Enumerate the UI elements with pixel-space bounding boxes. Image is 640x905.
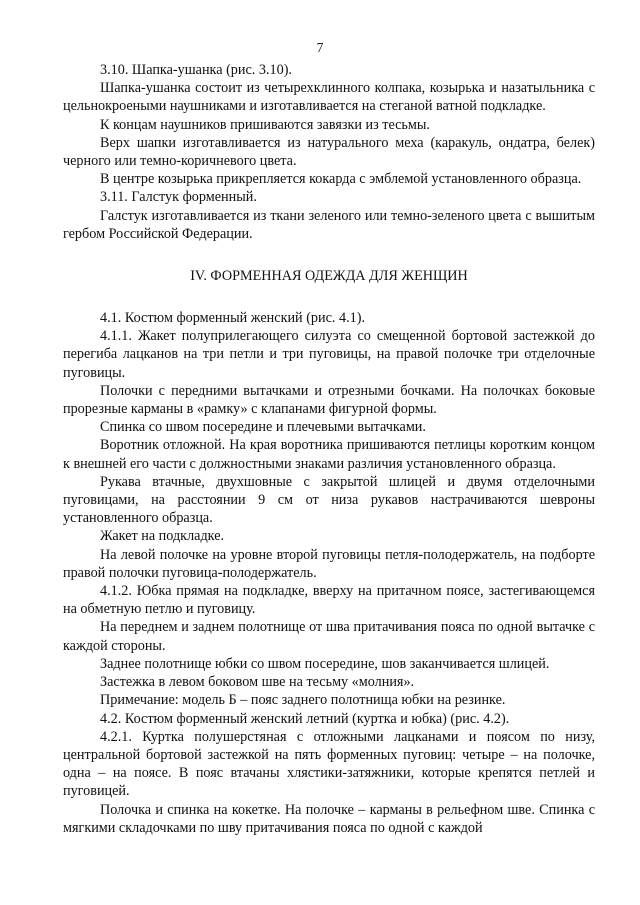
paragraph: Воротник отложной. На края воротника пришиваются петлицы коротким концом к внешней его части с должностными знаками различия установленного образца.	[63, 437, 595, 472]
paragraph: 4.1.2. Юбка прямая на подкладке, вверху на притачном поясе, застегивающемся на обметную петлю и пуговицу.	[63, 583, 595, 618]
paragraph: Полочки с передними вытачками и отрезными бочками. На полочках боковые прорезные карманы в «рамку» с клапанами фигурной формы.	[63, 382, 595, 418]
paragraph: 4.2.1. Куртка полушерстяная с отложными лацканами и поясом по низу, центральной бортовой застежкой на пять форменных пуговиц: четыре – на полочке, одна – на поясе. В пояс втачаны хлястики-затяжники, которые крепятся петлей и пуговицей.	[63, 728, 595, 800]
paragraph: Примечание: модель Б – пояс заднего полотнища юбки на резинке.	[100, 692, 506, 709]
paragraph: Спинка со швом посередине и плечевыми вытачками.	[100, 419, 426, 436]
paragraph: Галстук изготавливается из ткани зеленого или темно-зеленого цвета с вышитым гербом Российской Федерации.	[63, 207, 595, 242]
paragraph: На переднем и заднем полотнище от шва притачивания пояса по одной вытачке с каждой стороны.	[63, 619, 595, 654]
section-heading: IV. ФОРМЕННАЯ ОДЕЖДА ДЛЯ ЖЕНЩИН	[190, 268, 468, 285]
paragraph: Шапка-ушанка состоит из четырехклинного колпака, козырька и назатыльника с цельнокроеными наушниками и изготавливается на стеганой ватной подкладке.	[63, 80, 595, 115]
paragraph: 3.10. Шапка-ушанка (рис. 3.10).	[100, 62, 292, 78]
page-number: 7	[316, 40, 324, 55]
paragraph: Верх шапки изготавливается из натурального меха (каракуль, ондатра, белек) черного или темно-коричневого цвета.	[63, 134, 595, 170]
paragraph: 4.1. Костюм форменный женский (рис. 4.1).	[100, 310, 365, 327]
paragraph: Полочка и спинка на кокетке. На полочке – карманы в рельефном шве. Спинка с мягкими складочками по шву притачивания пояса по одной с каждой	[63, 801, 595, 836]
paragraph: 4.1.1. Жакет полуприлегающего силуэта со смещенной бортовой застежкой до перегиба лацканов на три петли и три пуговицы, на правой полочке три отделочные пуговицы.	[63, 328, 595, 381]
paragraph: На левой полочке на уровне второй пуговицы петля-полодержатель, на подборте правой полочки пуговица-полодержатель.	[63, 546, 595, 581]
paragraph: Застежка в левом боковом шве на тесьму «молния».	[100, 674, 415, 691]
paragraph: В центре козырька прикрепляется кокарда с эмблемой установленного образца.	[100, 171, 582, 188]
paragraph: 4.2. Костюм форменный женский летний (куртка и юбка) (рис. 4.2).	[100, 710, 510, 727]
paragraph: Заднее полотнище юбки со швом посередине, шов заканчивается шлицей.	[100, 655, 550, 672]
paragraph: Рукава втачные, двухшовные с закрытой шлицей и двумя отделочными пуговицами, на расстоянии 9 см от низа рукавов настрачиваются шевроны установленного образца.	[63, 473, 595, 527]
paragraph: Жакет на подкладке.	[100, 528, 225, 545]
document-body	[63, 61, 595, 837]
paragraph: 3.11. Галстук форменный.	[100, 189, 257, 206]
paragraph: К концам наушников пришиваются завязки из тесьмы.	[100, 116, 430, 133]
